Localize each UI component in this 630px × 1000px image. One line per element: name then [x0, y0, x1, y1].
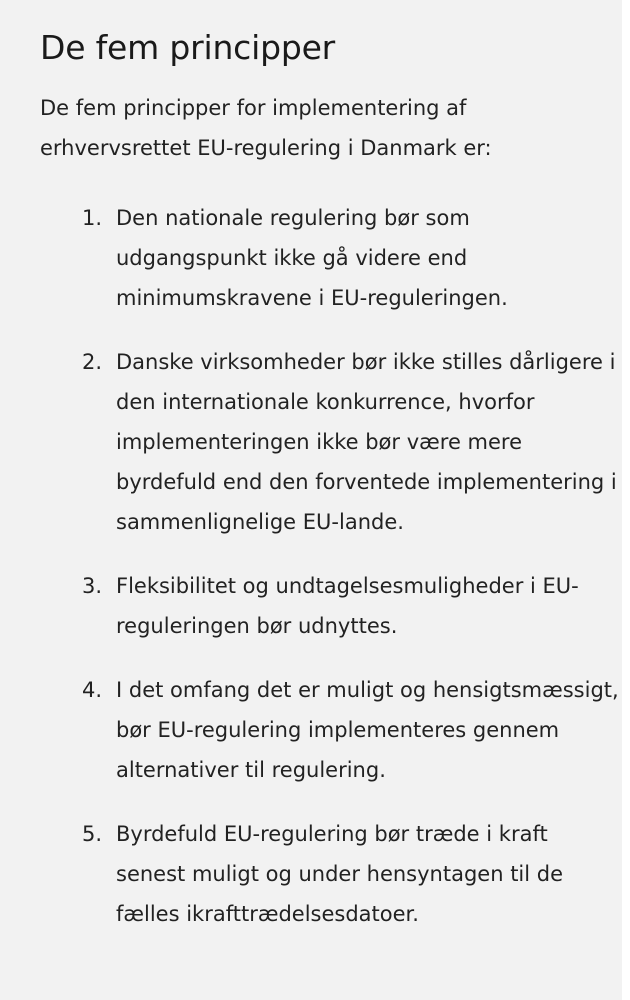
intro-paragraph: De fem principper for implementering af erhvervsrettet EU-regulering i Danmark er: — [40, 96, 492, 160]
page-edge — [622, 0, 630, 1000]
list-item-number: 1. — [82, 206, 103, 230]
principles-list — [40, 198, 622, 934]
list-item — [40, 670, 622, 790]
list-item-text: Byrdefuld EU-regulering bør træde i kraft senest muligt og under hensyntagen til de fælles ikrafttrædelsesdatoer. — [116, 822, 564, 926]
list-item-text: Danske virksomheder bør ikke stilles dårligere i den internationale konkurrence, hvorfor implementeringen ikke bør være mere byrdefuld end den forventede implementering i sammenlignelige EU-lande. — [116, 350, 617, 534]
list-item-text: I det omfang det er muligt og hensigtsmæssigt, bør EU-regulering implementeres gennem alternativer til regulering. — [116, 678, 619, 782]
list-item — [40, 566, 622, 646]
list-item — [40, 814, 622, 934]
list-item-text: Fleksibilitet og undtagelsesmuligheder i EU-reguleringen bør udnyttes. — [116, 574, 579, 638]
list-item-number: 4. — [82, 678, 103, 702]
list-item-number: 2. — [82, 350, 103, 374]
list-item-number: 3. — [82, 574, 103, 598]
article-content — [40, 26, 622, 958]
list-item-text: Den nationale regulering bør som udgangspunkt ikke gå videre end minimumskravene i EU-reguleringen. — [116, 206, 508, 310]
page-title: De fem principper — [40, 28, 336, 67]
list-item — [40, 198, 622, 318]
list-item-number: 5. — [82, 822, 103, 846]
list-item — [40, 342, 622, 542]
